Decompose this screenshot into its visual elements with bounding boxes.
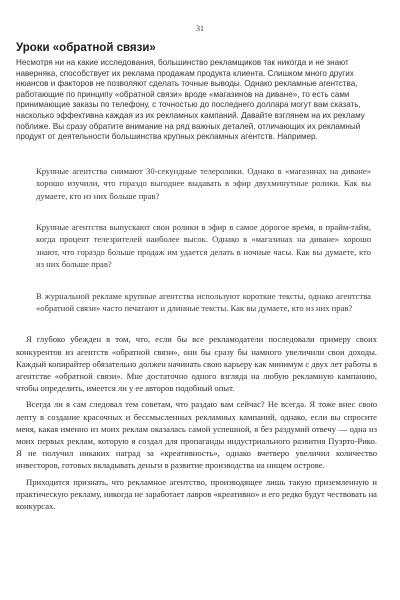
indented-examples [16,165,371,315]
page-content [16,41,377,516]
body-paragraph: Всегда ли я сам следовал тем советам, что раздаю вам сейчас? Не всегда. Я тоже внес свою лепту в создание красочных и бессмысленных рекламных кампаний, однако, если вы спросите меня, какая именно из моих реклам оказалась самой успешной, я без раздумий отвечу — одна из моих первых реклам, которую я создал для пропаганды индустриального развития Пуэрто-Рико. Я не получил никаких наград за «креативность», однако вчетверо увеличил количество инвесторов, готовых вкладывать деньги в развитие производства на нищем острове. [16,399,377,471]
body-text [16,333,377,512]
body-paragraph: Приходится признать, что рекламное агентство, производящее лишь такую приземленную и практическую рекламу, никогда не заработает лавров «креативно» и его редко будут чествовать на конкурсах. [16,476,377,512]
example-paragraph: Крупные агентства снимают 30-секундные телеролики. Однако в «магазинах на диване» хорошо изучили, что гораздо выгоднее выдавать в эфир двухминутные ролики. Как вы думаете, кто из них больше прав? [36,165,371,201]
body-paragraph: Я глубоко убежден в том, что, если бы все рекламодатели последовали примеру своих конкурентов из агентств «обратной связи», они бы сразу бы намного увеличили свои доходы. Каждый копирайтер обязательно должен начинать свою карьеру как минимум с двух лет работы в агентстве «обратной связи». Мне достаточно одного взгляда на любую рекламную кампанию, чтобы определить, имеется ли у ее авторов подобный опыт. [16,334,377,394]
intro-paragraph: Несмотря ни на какие исследования, большинство рекламщиков так никогда и не знают наверняка, способствует их реклама продажам продукта клиента. Слишком много других нюансов и факторов не позволяют сделать точные выводы. Однако рекламные агентства, работающие по принципу «обратной связи» вроде «магазинов на диване», то есть сами принимающие заказы по телефону, с точностью до последнего доллара могут вам сказать, насколько эффективна каждая из их рекламных кампаний. Давайте взглянем на их рекламу поближе. Вы сразу обратите внимание на ряд важных деталей, отличающих их рекламный продукт от деятельности большинства крупных рекламных агентств. Например. [16,58,365,142]
example-paragraph: В журнальной рекламе крупные агентства используют короткие тексты, однако агентства «обратной связи» часто печатают и длинные тексты. Как вы думаете, кто из них прав? [36,290,371,313]
page-number: 31 [196,24,204,33]
section-title: Уроки «обратной связи» [16,42,156,54]
example-paragraph: Крупные агентства выпускают свои ролики в эфир в самое дорогое время, в прайм-тайм, когда процент телезрителей наиболее высок. Однако в «магазинах на диване» хорошо знают, что гораздо больше продаж им удается делать в ночные часы. Как вы думаете, кто из них больше прав? [36,221,371,270]
